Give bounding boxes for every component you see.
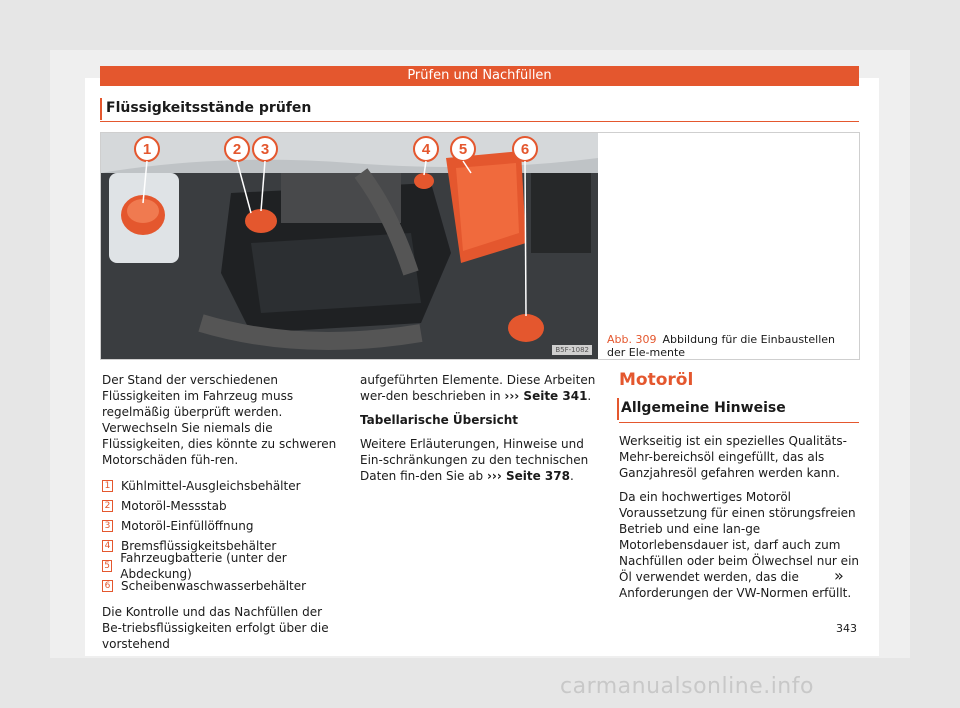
outro-paragraph: Die Kontrolle und das Nachfüllen der Be-triebsflüssigkeiten erfolgt über die vorstehend bbox=[102, 605, 329, 651]
table-overview-heading: Tabellarische Übersicht bbox=[360, 413, 518, 427]
list-item bbox=[102, 496, 342, 516]
chapter-header: Prüfen und Nachfüllen bbox=[100, 66, 859, 86]
item-label: Bremsflüssigkeitsbehälter bbox=[121, 539, 277, 553]
paragraph-1 bbox=[360, 372, 600, 404]
marker-2: 2 bbox=[232, 141, 242, 158]
page-number: 343 bbox=[836, 622, 857, 635]
paragraph-2-end: . bbox=[569, 469, 574, 483]
continue-mark: » bbox=[834, 566, 844, 585]
motoroel-heading: Motoröl bbox=[619, 370, 694, 390]
item-number: 4 bbox=[102, 540, 113, 552]
marker-1: 1 bbox=[142, 141, 152, 158]
watermark: carmanualsonline.info bbox=[560, 674, 814, 699]
paragraph-2-text: Weitere Erläuterungen, Hinweise und Ein-schränkungen zu den technischen Daten fin-den Sie ab bbox=[360, 437, 589, 483]
title-accent-bar bbox=[100, 98, 102, 120]
list-item bbox=[102, 516, 342, 536]
column-1 bbox=[102, 372, 342, 660]
paragraph-1-text: aufgeführten Elemente. Diese Arbeiten wer-den beschrieben in bbox=[360, 373, 596, 403]
column-3 bbox=[619, 372, 859, 609]
caption-label: Abb. 309 bbox=[607, 333, 657, 346]
item-label: Motoröl-Messstab bbox=[121, 499, 227, 513]
list-item bbox=[102, 576, 342, 596]
item-number: 3 bbox=[102, 520, 113, 532]
item-label: Motoröl-Einfüllöffnung bbox=[121, 519, 254, 533]
figure-tag: B5F-1082 bbox=[552, 345, 592, 355]
engine-photo bbox=[101, 133, 598, 359]
figure-caption bbox=[607, 333, 855, 359]
general-notes-heading: Allgemeine Hinweise bbox=[619, 400, 859, 423]
marker-4: 4 bbox=[421, 141, 431, 158]
item-label: Fahrzeugbatterie (unter der Abdeckung) bbox=[120, 551, 287, 581]
title-rule bbox=[100, 121, 859, 122]
oil-paragraph-2: Da ein hochwertiges Motoröl Voraussetzung für einen störungsfreien Betrieb und eine lan-ge Motorlebensdauer ist, darf auch zum Nachfüllen oder beim Ölwechsel nur ein Öl verwendet werden, das die Anforderungen der VW-Normen erfüllt. bbox=[619, 490, 860, 600]
caption-text: Abbildung für die Einbaustellen der Ele-mente bbox=[607, 333, 835, 359]
list-item bbox=[102, 476, 342, 496]
component-list bbox=[102, 476, 342, 596]
item-number: 1 bbox=[102, 480, 113, 492]
section-title: Flüssigkeitsstände prüfen bbox=[106, 100, 312, 116]
marker-5: 5 bbox=[458, 141, 468, 158]
intro-paragraph: Der Stand der verschiedenen Flüssigkeiten im Fahrzeug muss regelmäßig überprüft werden. Verwechseln Sie niemals die Flüssigkeiten, dies könnte zu schweren Motorschäden füh-ren. bbox=[102, 373, 337, 467]
item-label: Scheibenwaschwasserbehälter bbox=[121, 579, 307, 593]
paragraph-2 bbox=[360, 436, 600, 484]
marker-6: 6 bbox=[520, 141, 530, 158]
item-number: 5 bbox=[102, 560, 112, 572]
marker-3: 3 bbox=[260, 141, 270, 158]
item-number: 6 bbox=[102, 580, 113, 592]
list-item bbox=[102, 551, 342, 581]
figure bbox=[100, 132, 860, 360]
item-label: Kühlmittel-Ausgleichsbehälter bbox=[121, 479, 301, 493]
paragraph-1-end: . bbox=[587, 389, 592, 403]
engine-illustration bbox=[101, 133, 598, 359]
oil-paragraph-1: Werkseitig ist ein spezielles Qualitäts-Mehr-bereichsöl eingefüllt, das als Ganzjahresöl gefahren werden kann. bbox=[619, 434, 847, 480]
item-number: 2 bbox=[102, 500, 113, 512]
page-link-378[interactable]: ››› Seite 378 bbox=[486, 469, 570, 483]
column-2 bbox=[360, 372, 600, 492]
page-link-341[interactable]: ››› Seite 341 bbox=[504, 389, 588, 403]
